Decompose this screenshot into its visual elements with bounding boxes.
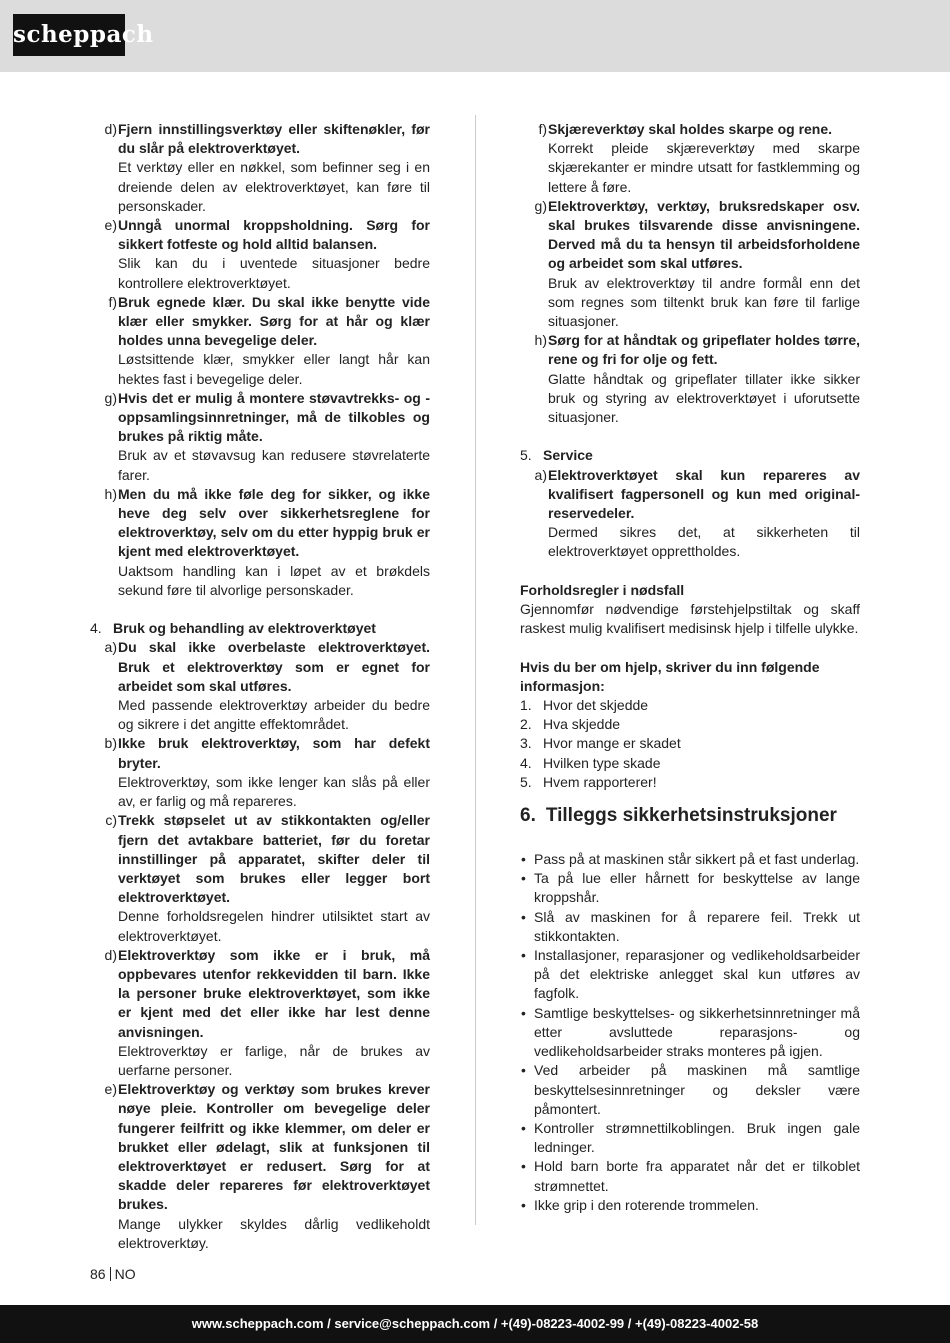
list-item bbox=[90, 811, 430, 945]
item-label: d) bbox=[104, 121, 117, 137]
bullet-item: • Samtlige beskyttelses- og sikkerhetsinnretninger må etter avsluttede reparasjons- og vedlikeholdsarbeider straks monteres på igjen. bbox=[521, 1004, 860, 1060]
item-bold-text: Hvis det er mulig å montere støvavtrekks- og -oppsamlingsinnretninger, må de tilkobles og brukes på riktig måte. bbox=[118, 389, 430, 445]
list-item bbox=[90, 734, 430, 811]
list-text: Hvem rapporterer! bbox=[543, 773, 657, 790]
bullet-text: Pass på at maskinen står sikkert på et fast underlag. bbox=[534, 851, 860, 868]
section-number: 4. bbox=[90, 620, 102, 637]
bullet-text: Hold barn borte fra apparatet når det er tilkoblet strømnettet. bbox=[534, 1158, 860, 1194]
list-number: 4. bbox=[520, 754, 532, 771]
list-item bbox=[90, 946, 430, 1080]
scheppach-logo: scheppach bbox=[13, 14, 125, 56]
item-description: Bruk av et støvavsug kan redusere støvrelaterte farer. bbox=[118, 447, 430, 483]
bullet-text: Kontroller strømnettilkoblingen. Bruk ingen gale ledninger. bbox=[534, 1119, 860, 1156]
list-item bbox=[90, 638, 430, 734]
bullet-text: Slå av maskinen for å reparere feil. Trekk ut stikkontakten. bbox=[534, 908, 860, 944]
bullet-item: • Ved arbeider på maskinen må samtlige beskyttelsesinnretninger og deksler være påmontert. bbox=[521, 1062, 860, 1117]
item-description: Slik kan du i uventede situasjoner bedre kontrollere elektroverktøyet. bbox=[118, 255, 430, 291]
list-text: Hvilken type skade bbox=[543, 754, 661, 771]
item-label: e) bbox=[104, 217, 117, 234]
item-bold-text: Sørg for at håndtak og gripeflater holdes tørre, rene og fri for olje og fett. bbox=[548, 332, 860, 368]
list-item bbox=[90, 216, 430, 293]
item-description: Mange ulykker skyldes dårlig vedlikeholdt elektroverktøy. bbox=[118, 1215, 430, 1251]
help-list bbox=[520, 696, 860, 792]
list-item bbox=[90, 120, 430, 216]
list-text: Hvor det skjedde bbox=[543, 697, 649, 714]
item-description: Denne forholdsregelen hindrer utilsiktet start av elektroverktøyet. bbox=[118, 908, 430, 944]
item-bold-text: Ikke bruk elektroverktøy, som har defekt bryter. bbox=[118, 735, 430, 771]
bullet-text: Installasjoner, reparasjoner og vedlikeholdsarbeider på det elektriske anlegget skal kun utføres av fagfolk. bbox=[534, 947, 860, 1002]
section-title: Service bbox=[543, 447, 593, 464]
section-heading bbox=[90, 619, 430, 638]
list-text: Hvor mange er skadet bbox=[543, 735, 681, 752]
item-bold-text: Bruk egnede klær. Du skal ikke benytte vide klær eller smykker. Sørg for at hår og klær holdes unna bevegelige deler. bbox=[118, 293, 430, 349]
list-item bbox=[520, 197, 860, 331]
section-title: Bruk og behandling av elektroverktøyet bbox=[113, 620, 376, 637]
bullet-text: Ta på lue eller hårnett for beskyttelse av lange kroppshår. bbox=[534, 870, 860, 906]
help-list-item bbox=[520, 773, 860, 792]
item-bold-text: Unngå unormal kroppsholdning. Sørg for sikkert fotfeste og hold alltid balansen. bbox=[118, 217, 430, 253]
bullet-text: Ved arbeider på maskinen må samtlige beskyttelsesinnretninger og deksler være påmontert. bbox=[534, 1062, 860, 1117]
bullet-text: Ikke grip i den roterende trommelen. bbox=[534, 1196, 759, 1213]
item-label: a) bbox=[104, 639, 117, 656]
item-description: Korrekt pleide skjæreverktøy med skarpe skjærekanter er mindre utsatt for fastklemming og lettere å føre. bbox=[548, 140, 860, 195]
list-number: 3. bbox=[520, 735, 532, 752]
bullet-item: • Ikke grip i den roterende trommelen. bbox=[521, 1196, 759, 1213]
chapter-title: Tilleggs sikkerhetsinstruksjoner bbox=[545, 805, 837, 827]
item-label: a) bbox=[534, 466, 547, 483]
item-description: Bruk av elektroverktøy til andre formål enn det som regnes som tiltenkt bruk kan føre til farlige situasjoner. bbox=[548, 274, 860, 330]
emergency-heading: Forholdsregler i nødsfall bbox=[520, 581, 685, 598]
bullet-item: • Pass på at maskinen står sikkert på et fast underlag. bbox=[521, 851, 860, 868]
page-number bbox=[90, 1266, 136, 1282]
page-number-value: 86 bbox=[90, 1266, 106, 1282]
bullet-item: • Kontroller strømnettilkoblingen. Bruk ingen gale ledninger. bbox=[521, 1119, 860, 1156]
item-label: d) bbox=[104, 946, 117, 963]
help-list-item bbox=[520, 734, 860, 753]
item-bold-text: Skjæreverktøy skal holdes skarpe og rene. bbox=[548, 121, 833, 137]
emergency-text: Gjennomfør nødvendige førstehjelpstiltak og skaff raskest mulig kvalifisert medisinsk hjelp i tilfelle ulykke. bbox=[520, 601, 860, 637]
item-description: Elektroverktøy er farlige, når de brukes av uerfarne personer. bbox=[118, 1042, 430, 1078]
footer-contact-text: www.scheppach.com / service@scheppach.com / +(49)-08223-4002-99 / +(49)-08223-4002-58 bbox=[191, 1316, 759, 1331]
item-label: c) bbox=[105, 812, 117, 829]
item-label: g) bbox=[104, 389, 117, 406]
help-list-item bbox=[520, 754, 860, 773]
list-item bbox=[90, 293, 430, 389]
item-label: h) bbox=[534, 332, 547, 349]
list-item bbox=[90, 389, 430, 485]
item-bold-text: Elektroverktøyet skal kun repareres av kvalifisert fagpersonell og kun med original-reservedeler. bbox=[548, 466, 860, 522]
bullet-list bbox=[520, 850, 860, 1215]
item-label: f) bbox=[538, 121, 547, 137]
item-description: Dermed sikres det, at sikkerheten til elektroverktøyet opprettholdes. bbox=[548, 524, 860, 560]
list-item bbox=[520, 120, 860, 197]
item-label: f) bbox=[108, 293, 117, 310]
item-bold-text: Trekk støpselet ut av stikkontakten og/eller fjern det avtakbare batteriet, før du foretar innstillinger på apparatet, skifter deler til verktøyet som brukes eller legger bort elektroverktøyet. bbox=[118, 812, 430, 906]
list-item bbox=[520, 466, 860, 562]
bullet-text: Samtlige beskyttelses- og sikkerhetsinnretninger må etter avsluttede reparasjons- og vedlikeholdsarbeider straks monteres på igjen. bbox=[534, 1004, 860, 1060]
list-item bbox=[90, 485, 430, 600]
list-item bbox=[520, 331, 860, 427]
help-heading: Hvis du ber om hjelp, skriver du inn følgende informasjon: bbox=[520, 658, 820, 694]
list-number: 2. bbox=[520, 716, 532, 733]
item-description: Et verktøy eller en nøkkel, som befinner seg i en dreiende delen av elektroverktøyet, kan føre til personskader. bbox=[118, 159, 430, 214]
item-bold-text: Men du må ikke føle deg for sikker, og ikke heve deg selv over sikkerhetsreglene for elektroverktøy, selv om du etter hyppig bruk er kjent med elektroverktøyet. bbox=[118, 485, 430, 560]
item-description: Uaktsom handling kan i løpet av et brøkdels sekund føre til alvorlige personskader. bbox=[118, 562, 430, 598]
item-description: Glatte håndtak og gripeflater tillater ikke sikker bruk og styring av elektroverktøyet i uforutsette situasjoner. bbox=[548, 370, 860, 426]
list-number: 1. bbox=[520, 697, 532, 714]
bullet-item: • Slå av maskinen for å reparere feil. Trekk ut stikkontakten. bbox=[521, 908, 860, 944]
bullet-item: • Hold barn borte fra apparatet når det er tilkoblet strømnettet. bbox=[521, 1158, 860, 1194]
bullet-item: • Installasjoner, reparasjoner og vedlikeholdsarbeider på det elektriske anlegget skal kun utføres av fagfolk. bbox=[521, 947, 860, 1002]
item-bold-text: Elektroverktøy som ikke er i bruk, må oppbevares utenfor rekkevidden til barn. Ikke la personer bruke elektroverktøyet, som ikke er kjent med det eller ikke har lest denne anvisningen. bbox=[118, 946, 430, 1040]
chapter-number: 6. bbox=[520, 805, 536, 827]
list-text: Hva skjedde bbox=[543, 716, 621, 733]
item-bold-text: Elektroverktøy, verktøy, bruksredskaper osv. skal brukes tilsvarende disse anvisningene. Derved må du ta hensyn til arbeidsforholdene og arbeidet som skal utføres. bbox=[548, 197, 860, 272]
item-bold-text: Elektroverktøy og verktøy som brukes krever nøye pleie. Kontroller om bevegelige deler fungerer feilfritt og ikke klemmer, om deler er brukket eller ødelagt, slik at funksjonen til elektroverktøyet er redusert. Sørg for at skadde deler repareres før elektroverktøyet brukes. bbox=[118, 1081, 430, 1213]
item-label: g) bbox=[534, 197, 547, 214]
list-number: 5. bbox=[520, 773, 532, 790]
item-bold-text: Du skal ikke overbelaste elektroverktøyet. Bruk et elektroverktøy som er egnet for arbeidet som skal utføres. bbox=[118, 639, 430, 694]
right-column bbox=[520, 120, 860, 1215]
page-language: NO bbox=[114, 1266, 136, 1282]
item-description: Elektroverktøy, som ikke lenger kan slås på eller av, er farlig og må repareres. bbox=[118, 773, 430, 810]
section-number: 5. bbox=[520, 447, 532, 464]
item-label: h) bbox=[104, 485, 117, 502]
help-list-item bbox=[520, 715, 860, 734]
bullet-item: • Ta på lue eller hårnett for beskyttelse av lange kroppshår. bbox=[521, 870, 860, 906]
chapter-heading bbox=[520, 804, 860, 828]
left-column bbox=[90, 120, 430, 1253]
header-bar bbox=[0, 0, 950, 72]
item-label: b) bbox=[104, 735, 117, 752]
footer-bar bbox=[0, 1305, 950, 1343]
item-label: e) bbox=[104, 1081, 117, 1098]
item-description: Løstsittende klær, smykker eller langt hår kan hektes fast i bevegelige deler. bbox=[118, 351, 430, 387]
list-item bbox=[90, 1080, 430, 1253]
item-bold-text: Fjern innstillingsverktøy eller skiftenøkler, før du slår på elektroverktøyet. bbox=[118, 121, 430, 157]
section-heading bbox=[520, 446, 860, 465]
column-divider bbox=[475, 115, 476, 1225]
help-list-item bbox=[520, 696, 860, 715]
item-description: Med passende elektroverktøy arbeider du bedre og sikrere i det angitte effektområdet. bbox=[118, 697, 430, 733]
